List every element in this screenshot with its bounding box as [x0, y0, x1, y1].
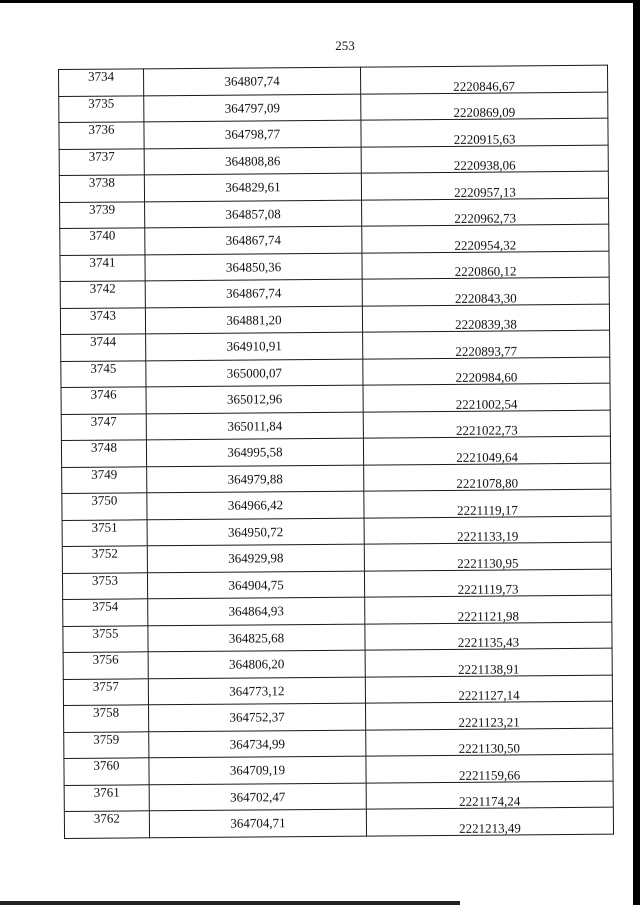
point-number-cell: 3738: [59, 175, 144, 202]
y-coordinate-cell: 2220954,32: [362, 224, 609, 252]
x-coordinate-cell: 364752,37: [148, 703, 365, 731]
point-number-cell: 3736: [59, 122, 144, 149]
x-coordinate-cell: 364929,98: [147, 544, 364, 572]
scan-edge-bottom: [0, 901, 460, 905]
point-number-cell: 3757: [63, 678, 148, 705]
point-number-cell: 3749: [62, 466, 147, 493]
x-coordinate-cell: 364904,75: [147, 571, 364, 599]
x-coordinate-cell: 364702,47: [149, 783, 366, 811]
y-coordinate-cell: 2221119,17: [364, 489, 611, 517]
point-number-cell: 3739: [60, 201, 145, 228]
point-number-cell: 3745: [61, 360, 146, 387]
coordinates-table: [58, 65, 614, 839]
x-coordinate-cell: 364881,20: [145, 306, 362, 334]
point-number-cell: 3754: [63, 599, 148, 626]
x-coordinate-cell: 364709,19: [149, 756, 366, 784]
x-coordinate-cell: 364857,08: [145, 200, 362, 228]
x-coordinate-cell: 364950,72: [147, 518, 364, 546]
x-coordinate-cell: 365011,84: [146, 412, 363, 440]
x-coordinate-cell: 365012,96: [146, 385, 363, 413]
y-coordinate-cell: 2220893,77: [363, 330, 610, 358]
point-number-cell: 3752: [62, 546, 147, 573]
page-number: 253: [335, 38, 355, 53]
point-number-cell: 3747: [61, 413, 146, 440]
point-number-cell: 3746: [61, 387, 146, 414]
y-coordinate-cell: 2220860,12: [362, 251, 609, 279]
y-coordinate-cell: 2220846,67: [360, 65, 607, 93]
point-number-cell: 3743: [60, 307, 145, 334]
point-number-cell: 3734: [59, 69, 144, 96]
y-coordinate-cell: 2221159,66: [366, 754, 613, 782]
point-number-cell: 3760: [64, 758, 149, 785]
x-coordinate-cell: 364966,42: [147, 491, 364, 519]
point-number-cell: 3750: [62, 493, 147, 520]
point-number-cell: 3735: [59, 95, 144, 122]
point-number-cell: 3756: [63, 652, 148, 679]
x-coordinate-cell: 364829,61: [144, 173, 361, 201]
point-number-cell: 3737: [59, 148, 144, 175]
point-number-cell: 3758: [63, 705, 148, 732]
y-coordinate-cell: 2220915,63: [361, 118, 608, 146]
point-number-cell: 3741: [60, 254, 145, 281]
point-number-cell: 3753: [62, 572, 147, 599]
x-coordinate-cell: 364825,68: [148, 624, 365, 652]
y-coordinate-cell: 2221121,98: [365, 595, 612, 623]
x-coordinate-cell: 365000,07: [146, 359, 363, 387]
x-coordinate-cell: 364864,93: [148, 597, 365, 625]
y-coordinate-cell: 2221213,49: [366, 807, 613, 835]
point-number-cell: 3744: [61, 334, 146, 361]
x-coordinate-cell: 364808,86: [144, 147, 361, 175]
x-coordinate-cell: 364867,74: [145, 226, 362, 254]
y-coordinate-cell: 2220843,30: [362, 277, 609, 305]
point-number-cell: 3740: [60, 228, 145, 255]
y-coordinate-cell: 2221123,21: [365, 701, 612, 729]
y-coordinate-cell: 2220962,73: [362, 198, 609, 226]
point-number-cell: 3751: [62, 519, 147, 546]
x-coordinate-cell: 364704,71: [149, 809, 366, 837]
point-number-cell: 3742: [60, 281, 145, 308]
point-number-cell: 3755: [63, 625, 148, 652]
coordinates-table-body: [59, 65, 614, 838]
point-number-cell: 3761: [64, 784, 149, 811]
y-coordinate-cell: 2221002,54: [363, 383, 610, 411]
x-coordinate-cell: 364910,91: [146, 332, 363, 360]
y-coordinate-cell: 2221133,19: [364, 516, 611, 544]
scan-edge-top: [0, 0, 640, 3]
x-coordinate-cell: 364850,36: [145, 253, 362, 281]
x-coordinate-cell: 364979,88: [147, 465, 364, 493]
y-coordinate-cell: 2221130,95: [364, 542, 611, 570]
y-coordinate-cell: 2220957,13: [361, 171, 608, 199]
y-coordinate-cell: 2221049,64: [363, 436, 610, 464]
y-coordinate-cell: 2220869,09: [361, 92, 608, 120]
y-coordinate-cell: 2221119,73: [364, 569, 611, 597]
point-number-cell: 3759: [64, 731, 149, 758]
point-number-cell: 3762: [64, 811, 149, 838]
x-coordinate-cell: 364798,77: [144, 120, 361, 148]
y-coordinate-cell: 2221138,91: [365, 648, 612, 676]
table-row: [64, 807, 613, 838]
y-coordinate-cell: 2221078,80: [364, 463, 611, 491]
x-coordinate-cell: 364734,99: [149, 730, 366, 758]
y-coordinate-cell: 2221022,73: [363, 410, 610, 438]
y-coordinate-cell: 2221174,24: [366, 781, 613, 809]
y-coordinate-cell: 2220839,38: [362, 304, 609, 332]
y-coordinate-cell: 2221135,43: [365, 622, 612, 650]
x-coordinate-cell: 364773,12: [148, 677, 365, 705]
y-coordinate-cell: 2220984,60: [363, 357, 610, 385]
y-coordinate-cell: 2220938,06: [361, 145, 608, 173]
scan-edge-right: [633, 0, 640, 905]
x-coordinate-cell: 364995,58: [146, 438, 363, 466]
x-coordinate-cell: 364806,20: [148, 650, 365, 678]
x-coordinate-cell: 364807,74: [144, 67, 361, 95]
point-number-cell: 3748: [61, 440, 146, 467]
y-coordinate-cell: 2221127,14: [365, 675, 612, 703]
y-coordinate-cell: 2221130,50: [366, 728, 613, 756]
x-coordinate-cell: 364867,74: [145, 279, 362, 307]
x-coordinate-cell: 364797,09: [144, 94, 361, 122]
